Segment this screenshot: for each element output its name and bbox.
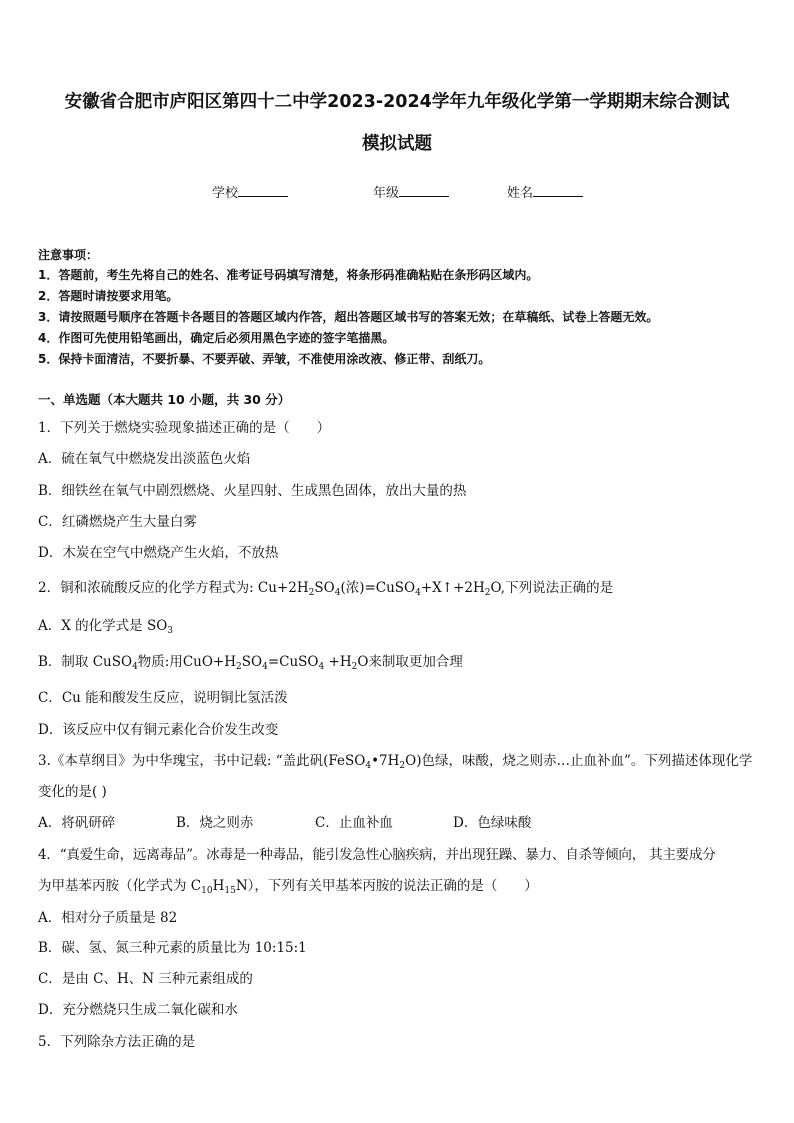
question-3-option-d: D．色绿味酸 xyxy=(453,815,532,831)
grade-field xyxy=(373,182,449,201)
school-blank xyxy=(238,184,288,197)
question-2-option-c: C．Cu 能和酸发生反应，说明铜比氢活泼 xyxy=(38,690,288,706)
note-item: 3．请按照题号顺序在答题卡各题目的答题区域内作答，超出答题区域书写的答案无效；在草稿纸、试卷上答题无效。 xyxy=(38,310,659,324)
section-title: 一、单选题（本大题共 10 小题，共 30 分） xyxy=(38,392,291,407)
note-item: 1．答题前，考生先将自己的姓名、准考证号码填写清楚，将条形码准确粘贴在条形码区域内。 xyxy=(38,268,539,282)
note-item: 5．保持卡面清洁，不要折暴、不要弄破、弄皱，不准使用涂改液、修正带、刮纸刀。 xyxy=(38,352,491,366)
question-1-option-a: A．硫在氧气中燃烧发出淡蓝色火焰 xyxy=(38,451,251,467)
question-2-option-d: D．该反应中仅有铜元素化合价发生改变 xyxy=(38,722,279,738)
question-2-option-a: A．X 的化学式是 $SO_3$ xyxy=(38,618,173,636)
question-2-option-b: B．制取 CuSO$_4$物质:用$CuO+H_2SO_4=CuSO_4 +H_2O$来制取更加合理 xyxy=(38,654,463,672)
note-item: 2．答题时请按要求用笔。 xyxy=(38,289,179,303)
question-3-option-a: A．将矾研碎 xyxy=(38,815,116,831)
question-4-stem-line-1: 4．“真爱生命，远离毒品”。冰毒是一种毒品，能引发急性心脑疾病，并出现狂躁、暴力、自杀等倾向， 其主要成分 xyxy=(38,847,716,863)
question-1-option-c: C．红磷燃烧产生大量白雾 xyxy=(38,514,197,530)
question-4-option-b: B．碳、氢、氮三种元素的质量比为 10:15:1 xyxy=(38,940,307,956)
question-1-stem: 1．下列关于燃烧实验现象描述正确的是（ ） xyxy=(38,420,331,436)
name-label: 姓名 xyxy=(507,186,534,201)
question-5-stem: 5．下列除杂方法正确的是 xyxy=(38,1034,196,1050)
question-4-option-d: D．充分燃烧只生成二氧化碳和水 xyxy=(38,1002,238,1018)
name-field xyxy=(507,182,583,201)
name-blank xyxy=(533,184,583,197)
question-4-option-c: C．是由 C、H、N 三种元素组成的 xyxy=(38,971,253,987)
question-1-option-b: B．细铁丝在氧气中剧烈燃烧、火星四射、生成黑色固体，放出大量的热 xyxy=(38,483,467,499)
school-label: 学校 xyxy=(212,186,239,201)
question-4-option-a: A．相对分子质量是 82 xyxy=(38,910,178,926)
question-3-stem-line-1: 3.《本草纲目》为中华瑰宝，书中记载: “盖此矾$(FeSO_4•7H_2O)$色绿，味酸，烧之则赤…止血补血”。下列描述体现化学 xyxy=(38,753,753,771)
note-item: 4．作图可先使用铅笔画出，确定后必须用黑色字迹的签字笔描黑。 xyxy=(38,331,395,345)
question-4-stem-line-2: 为甲基苯丙胺（化学式为 $C_{10}H_{15}N$），下列有关甲基苯丙胺的说法正确的是（ ） xyxy=(38,878,538,896)
page-title-line-1: 安徽省合肥市庐阳区第四十二中学2023-2024学年九年级化学第一学期期末综合测试 xyxy=(64,92,730,112)
grade-label: 年级 xyxy=(373,186,400,201)
question-1-option-d: D．木炭在空气中燃烧产生火焰，不放热 xyxy=(38,545,279,561)
question-3-option-c: C．止血补血 xyxy=(315,815,393,831)
question-2-stem: 2．铜和浓硫酸反应的化学方程式为: $Cu+2H_2SO_4$(浓)$=CuSO_4+X↑+2H_2O$,下列说法正确的是 xyxy=(38,580,614,598)
question-3-option-b: B．烧之则赤 xyxy=(176,815,254,831)
grade-blank xyxy=(399,184,449,197)
school-field xyxy=(212,182,288,201)
question-3-stem-line-2: 变化的是( ) xyxy=(38,784,107,800)
page-title-line-2: 模拟试题 xyxy=(362,134,432,154)
notes-heading: 注意事项： xyxy=(38,248,99,262)
